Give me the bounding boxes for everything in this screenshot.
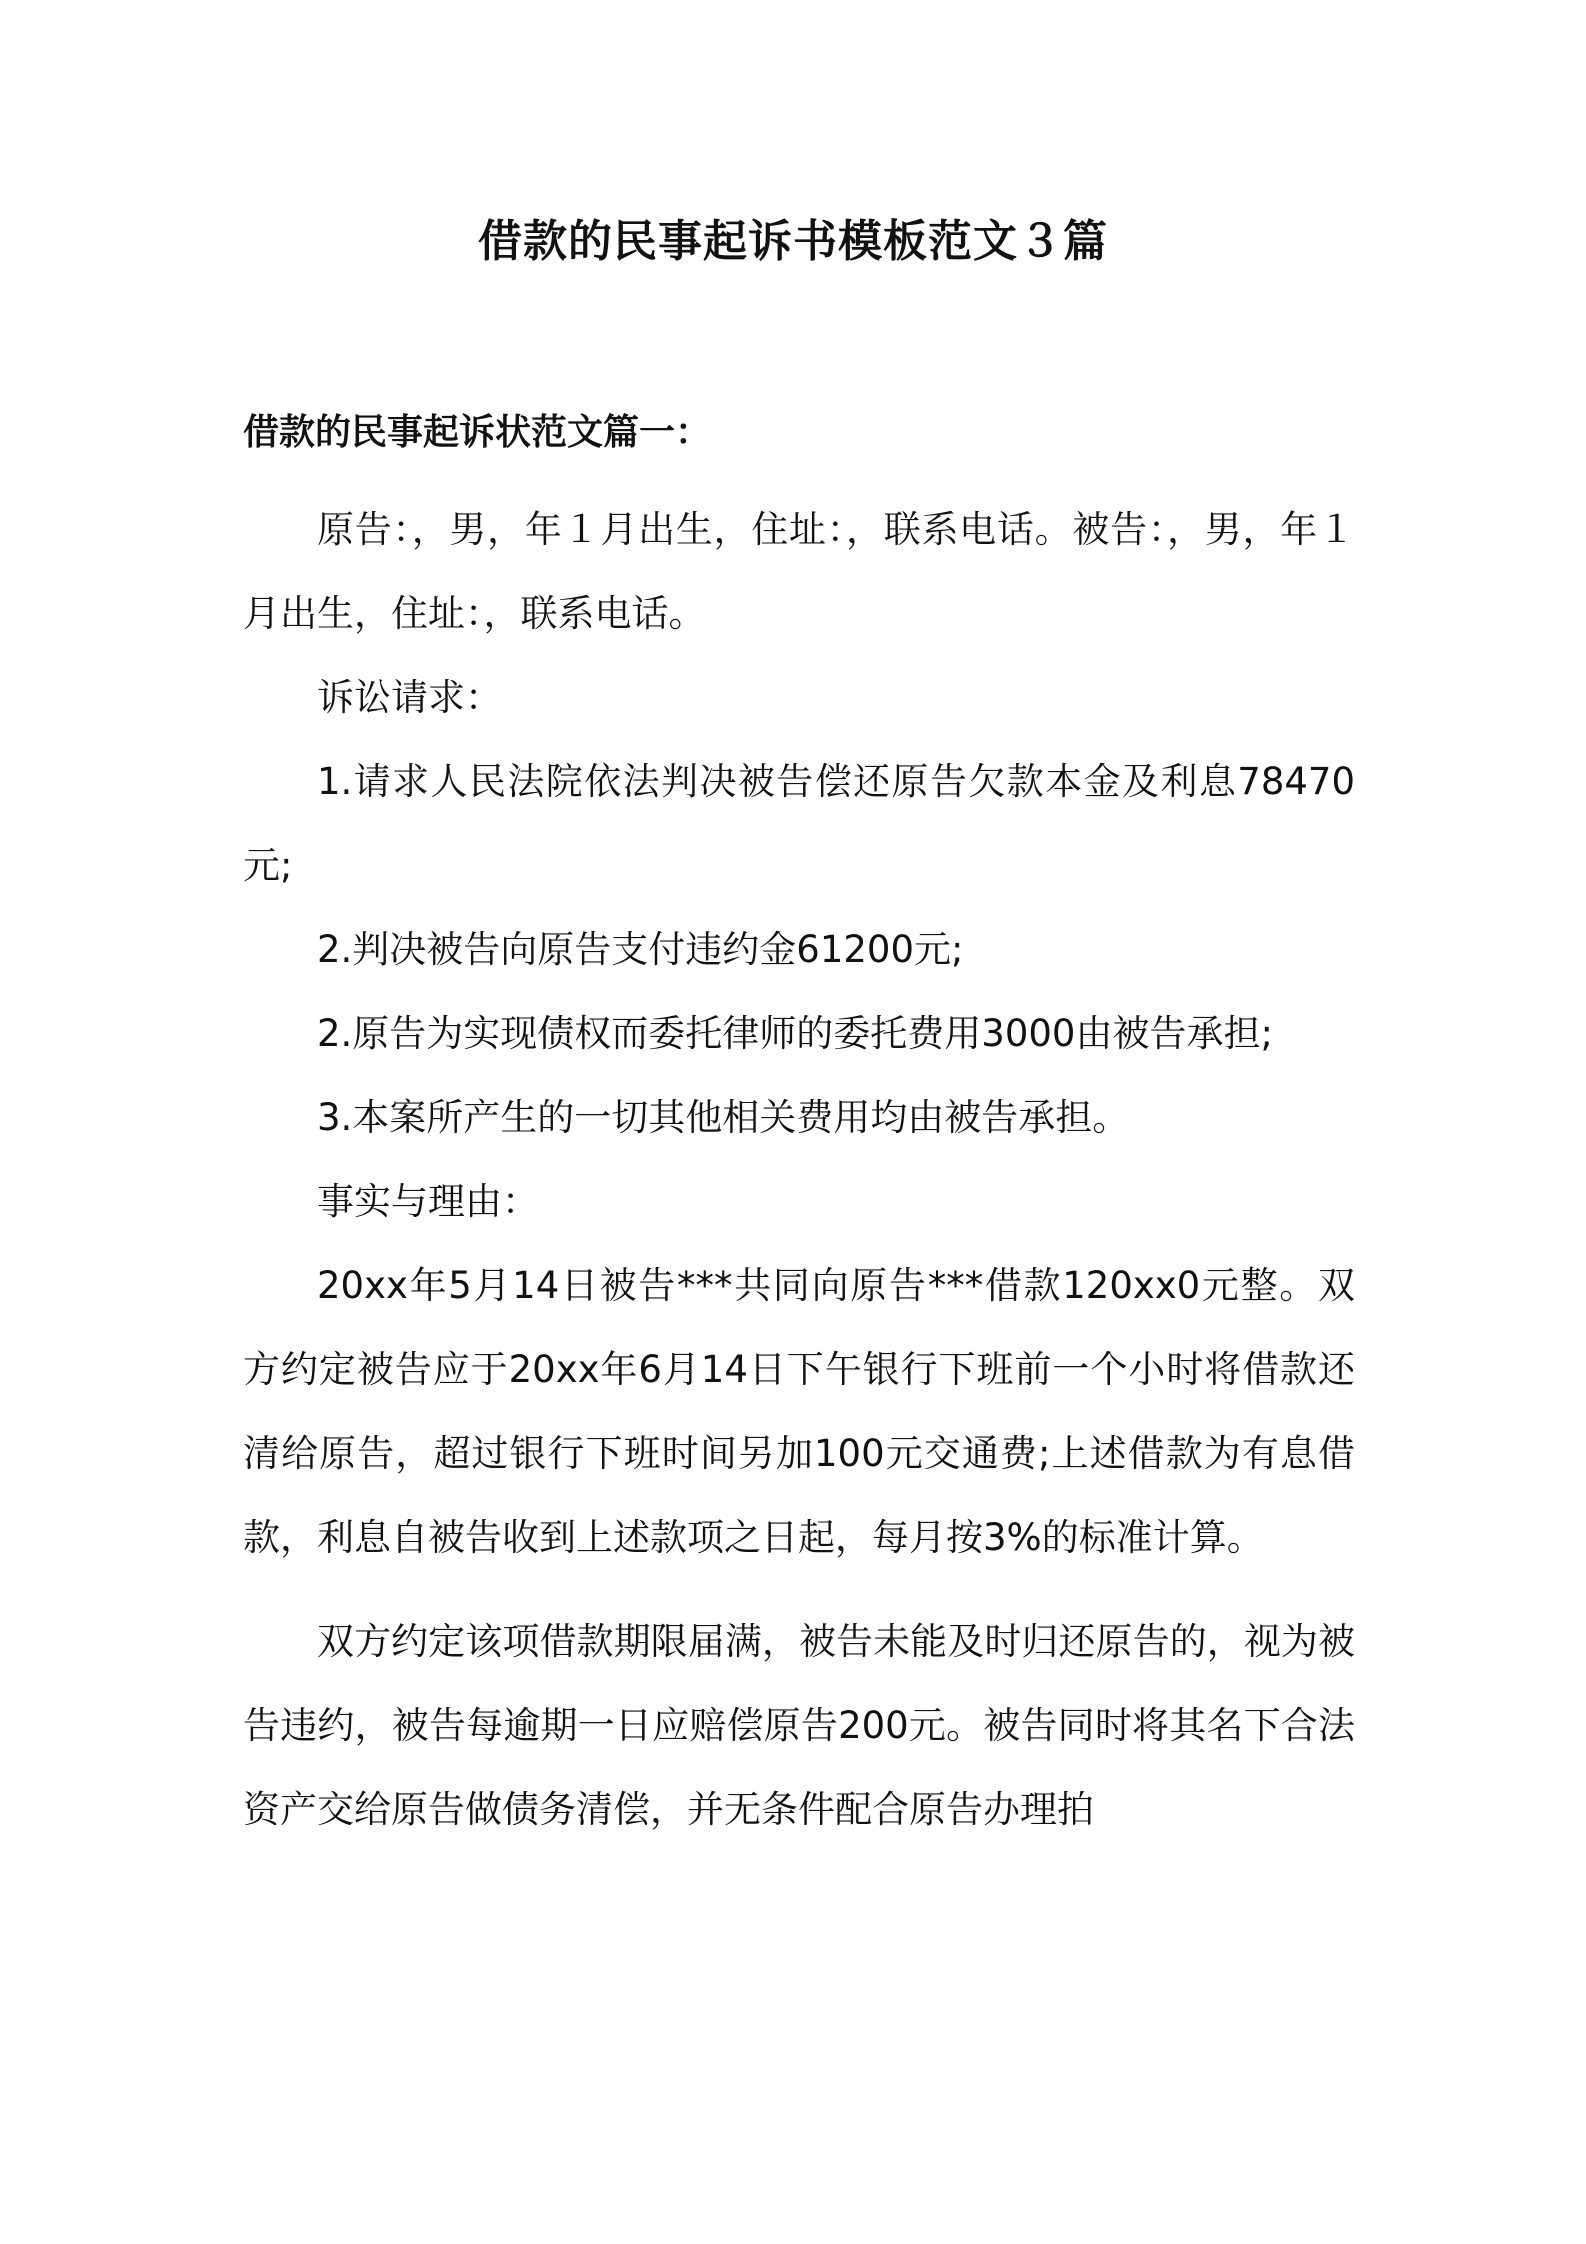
parties-paragraph: 原告：，男，年１月出生，住址：，联系电话。被告：，男，年１月出生，住址：，联系电话。 bbox=[243, 508, 1355, 635]
claim-item-4: 3.本案所产生的一切其他相关费用均由被告承担。 bbox=[317, 1096, 1130, 1139]
facts-paragraph-2: 双方约定该项借款期限届满，被告未能及时归还原告的，视为被告违约，被告每逾期一日应赔偿原告200元。被告同时将其名下合法资产交给原告做债务清偿，并无条件配合原告办理拍 bbox=[243, 1620, 1355, 1831]
document-title: 借款的民事起诉书模板范文３篇 bbox=[478, 216, 1108, 267]
claim-item-3: 2.原告为实现债权而委托律师的委托费用3000由被告承担; bbox=[317, 1012, 1273, 1055]
document-body bbox=[243, 488, 1355, 1852]
facts-heading: 事实与理由： bbox=[317, 1180, 539, 1223]
claims-heading: 诉讼请求： bbox=[317, 676, 502, 719]
facts-paragraph-1: 20xx年5月14日被告***共同向原告***借款120xx0元整。双方约定被告应于20xx年6月14日下午银行下班前一个小时将借款还清给原告，超过银行下班时间另加100元交通费;上述借款为有息借款，利息自被告收到上述款项之日起，每月按3%的标准计算。 bbox=[243, 1264, 1355, 1559]
claim-item-2: 2.判决被告向原告支付违约金61200元; bbox=[317, 928, 964, 971]
claim-item-1: 1.请求人民法院依法判决被告偿还原告欠款本金及利息78470元; bbox=[243, 760, 1355, 887]
section-heading: 借款的民事起诉状范文篇一： bbox=[243, 412, 712, 453]
